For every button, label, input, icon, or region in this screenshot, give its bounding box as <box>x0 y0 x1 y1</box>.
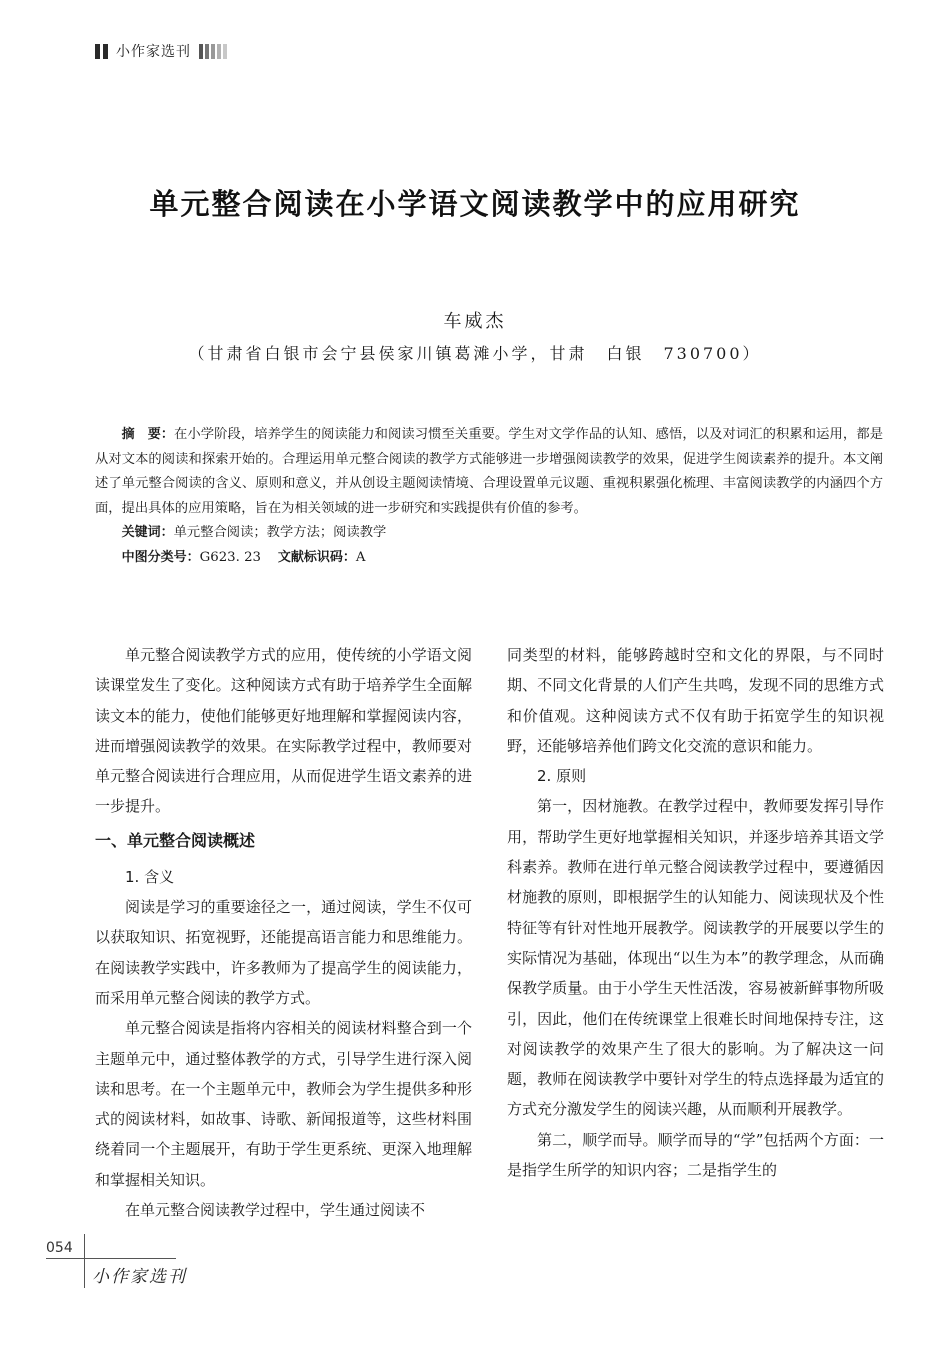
body-left-column <box>95 640 472 1225</box>
body-paragraph-continued: 同类型的材料，能够跨越时空和文化的界限，与不同时期、不同文化背景的人们产生共鸣，发现不同的思维方式和价值观。这种阅读方式不仅有助于拓宽学生的知识视野，还能够培养他们跨文化交流的意识和能力。 <box>507 646 884 755</box>
footer-logo: 小作家选刊 <box>92 1267 187 1287</box>
running-header <box>95 40 227 62</box>
body-paragraph: 单元整合阅读是指将内容相关的阅读材料整合到一个主题单元中，通过整体教学的方式，引导学生进行深入阅读和思考。在一个主题单元中，教师会为学生提供多种形式的阅读材料，如故事、诗歌、新闻报道等，这些材料围绕着同一个主题展开，有助于学生更系统、更深入地理解和掌握相关知识。 <box>95 1019 472 1189</box>
author-affiliation: （甘肃省白银市会宁县侯家川镇葛滩小学，甘肃 白银 730700） <box>188 344 762 363</box>
body-right-column <box>507 640 884 1185</box>
article-title: 单元整合阅读在小学语文阅读教学中的应用研究 <box>149 187 801 221</box>
doc-code-value: A <box>355 549 366 565</box>
abstract-text: 在小学阶段，培养学生的阅读能力和阅读习惯至关重要。学生对文学作品的认知、感悟，以及对词汇的积累和运用，都是从对文本的阅读和探索开始的。合理运用单元整合阅读的教学方式能够进一步增强阅读教学的效果，促进学生阅读素养的提升。本文阐述了单元整合阅读的含义、原则和意义，并从创设主题阅读情境、合理设置单元议题、重视积累强化梳理、丰富阅读教学的内涵四个方面，提出具体的应用策略，旨在为相关领域的进一步研究和实践提供有价值的参考。 <box>95 427 883 516</box>
body-paragraph: 第一，因材施教。在教学过程中，教师要发挥引导作用，帮助学生更好地掌握相关知识，并逐步培养其语文学科素养。教师在进行单元整合阅读教学过程中，要遵循因材施教的原则，即根据学生的认知能力、阅读现状及个性特征等有针对性地开展教学。阅读教学的开展要以学生的实际情况为基础，体现出“以生为本”的教学理念，从而确保教学质量。由于小学生天性活泼，容易被新鲜事物所吸引，因此，他们在传统课堂上很难长时间地保持专注，这对阅读教学的效果产生了很大的影响。为了解决这一问题，教师在阅读教学中要针对学生的特点选择最为适宜的方式充分激发学生的阅读兴趣，从而顺利开展教学。 <box>507 797 884 1119</box>
doc-code-label: 文献标识码： <box>277 549 356 565</box>
page-number: 054 <box>46 1240 73 1256</box>
subsection-heading-meaning: 1. 含义 <box>125 867 175 886</box>
clc-label: 中图分类号： <box>121 549 200 565</box>
intro-paragraph: 单元整合阅读教学方式的应用，使传统的小学语文阅读课堂发生了变化。这种阅读方式有助于培养学生全面解读文本的能力，使他们能够更好地理解和掌握阅读内容，进而增强阅读教学的效果。在实际教学过程中，教师要对单元整合阅读进行合理应用，从而促进学生语文素养的进一步提升。 <box>95 646 472 816</box>
subsection-heading-principles: 2. 原则 <box>537 767 587 786</box>
footer-vertical-divider <box>84 1234 85 1288</box>
abstract-label: 摘 要： <box>121 427 174 442</box>
abstract-block <box>95 423 883 571</box>
keywords <box>95 521 883 546</box>
clc-value: G623. 23 <box>199 549 261 565</box>
body-paragraph: 阅读是学习的重要途径之一，通过阅读，学生不仅可以获取知识、拓宽视野，还能提高语言能力和思维能力。在阅读教学实践中，许多教师为了提高学生的阅读能力，而采用单元整合阅读的教学方式。 <box>95 898 472 1007</box>
journal-name: 小作家选刊 <box>116 44 191 60</box>
classification-line <box>95 546 883 571</box>
section-heading-1: 一、单元整合阅读概述 <box>95 830 256 850</box>
footer-divider <box>46 1258 176 1259</box>
author-name: 车威杰 <box>443 311 507 332</box>
body-paragraph: 第二，顺学而导。顺学而导的“学”包括两个方面：一是指学生所学的知识内容；二是指学生的 <box>507 1130 884 1180</box>
keywords-text: 单元整合阅读；教学方法；阅读教学 <box>173 525 387 541</box>
body-paragraph: 在单元整合阅读教学过程中，学生通过阅读不 <box>125 1201 426 1220</box>
header-stripes-icon <box>199 44 227 59</box>
keywords-label: 关键词： <box>121 525 174 541</box>
header-bars-icon <box>95 44 108 59</box>
abstract <box>95 423 883 521</box>
